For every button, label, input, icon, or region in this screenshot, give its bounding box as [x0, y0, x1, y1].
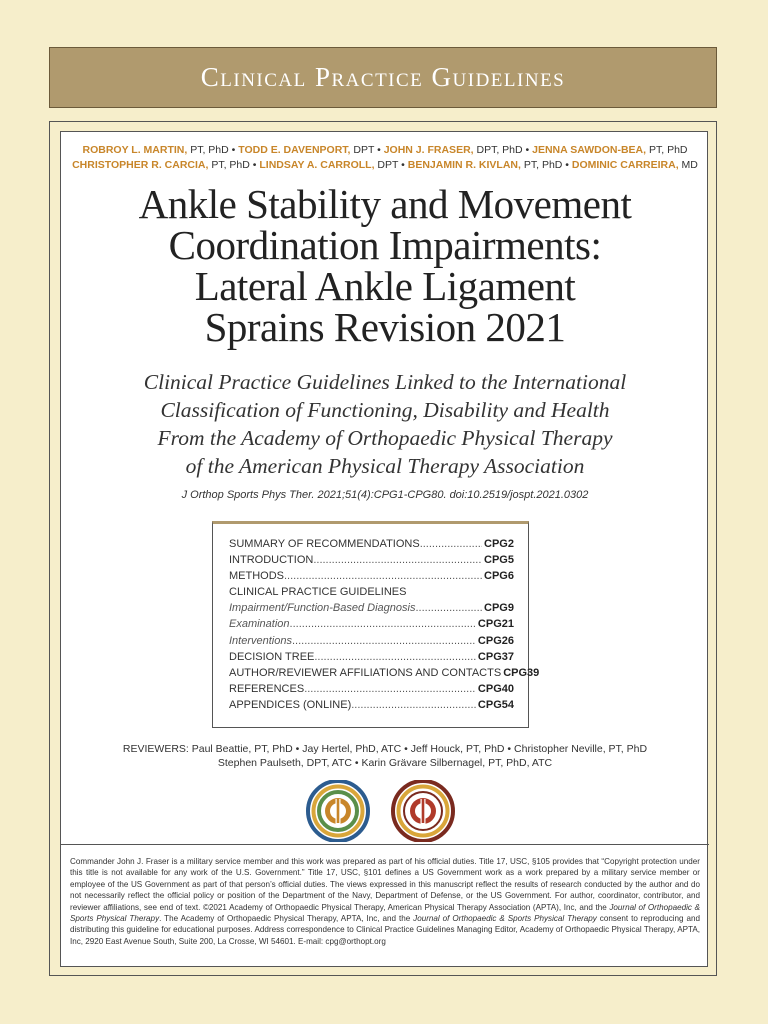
- document-subtitle: [61, 368, 709, 480]
- toc-leader: [314, 649, 476, 665]
- content-panel: [60, 131, 708, 967]
- author-list: [61, 143, 709, 172]
- title-line: Coordination Impairments:: [168, 222, 602, 268]
- banner-title: Clinical Practice Guidelines: [200, 62, 566, 92]
- author-name: CHRISTOPHER R. CARCIA,: [72, 158, 209, 171]
- author-credentials: PT, PhD •: [208, 158, 260, 171]
- author-line: [61, 158, 709, 173]
- toc-label: AUTHOR/REVIEWER AFFILIATIONS AND CONTACTS: [229, 666, 502, 679]
- toc-leader: [292, 633, 476, 649]
- author-credentials: DPT, PhD •: [473, 144, 533, 156]
- header-banner: [49, 47, 717, 108]
- journal-name: Journal of Orthopaedic & Sports Physical Therapy: [413, 914, 597, 924]
- toc-label: REFERENCES: [229, 682, 305, 695]
- table-of-contents: [212, 521, 540, 728]
- toc-entry: [229, 616, 514, 632]
- subtitle-line: From the Academy of Orthopaedic Physical Therapy: [157, 426, 613, 450]
- toc-page: CPG5: [484, 554, 514, 567]
- toc-page: CPG2: [484, 538, 514, 550]
- author-credentials: PT, PhD •: [520, 158, 572, 171]
- notice-text: Commander John J. Fraser is a military service member and this work was prepared as part of his official duties. Title 17, USC, §105 provides that “Copyright protection under this title is not available for any work of the U.S. Government.” Title 17, USC, §101 defines a US Government work as a work prepared by a military service member or employee of the US Government as part of that person’s official duties. The views expressed in this manuscript reflect the results of research conducted by the author and do not necessarily reflect the official policy or position of the Department of the Navy, Department of Defense, or the US Government. For author, coordinator, contributor, and reviewer affiliations, see end of text. ©2021 Academy of Orthopaedic Physical Therapy, American Physical Therapy Association (APTA), Inc, and the: [70, 857, 700, 912]
- toc-entry: [229, 665, 540, 681]
- reviewers: [61, 742, 709, 770]
- toc-page: CPG37: [477, 650, 514, 663]
- toc-entry: [229, 633, 514, 649]
- toc-entry: [229, 584, 514, 600]
- toc-label: Impairment/Function-Based Diagnosis: [229, 602, 416, 615]
- notice-text: consent to reproducing and distributing this guideline for educational purposes. Address correspondence to Clinical Practice Guidelines Managing Editor, Academy of Orthopaedic Physical Therapy, APTA, Inc, 2920 East Avenue South, Suite 200, La Crosse, WI 54601. E-mail: cpg@orthopt.org: [70, 914, 700, 946]
- author-name: DOMINIC CARREIRA,: [571, 158, 679, 171]
- toc-leader: [351, 697, 476, 713]
- toc-page: CPG39: [503, 666, 540, 679]
- author-name: JENNA SAWDON-BEA,: [532, 144, 647, 156]
- apta-academy-logo-icon: [393, 781, 453, 841]
- toc-label: INTRODUCTION: [229, 554, 314, 567]
- toc-page: CPG9: [484, 602, 514, 615]
- copyright-notice: [70, 856, 700, 947]
- toc-entry: [229, 568, 514, 584]
- toc-leader: [420, 536, 482, 552]
- toc-leader: [290, 616, 476, 632]
- toc-leader: [313, 552, 482, 568]
- title-line: Lateral Ankle Ligament: [194, 263, 576, 309]
- citation: J Orthop Sports Phys Ther. 2021;51(4):CPG1-CPG80. doi:10.2519/jospt.2021.0302: [181, 489, 589, 501]
- toc-page: CPG6: [484, 570, 514, 583]
- toc-label: SUMMARY OF RECOMMENDATIONS: [229, 538, 420, 550]
- journal-name: Journal of Orthopaedic & Sports Physical Therapy: [70, 902, 700, 924]
- author-name: JOHN J. FRASER,: [383, 144, 474, 156]
- toc-page: CPG54: [477, 698, 514, 711]
- toc-page: CPG26: [477, 634, 514, 647]
- toc-leader: [284, 568, 482, 584]
- author-credentials: MD: [678, 158, 698, 171]
- notice-text: . The Academy of Orthopaedic Physical Therapy, APTA, Inc, and the: [159, 914, 414, 924]
- author-credentials: DPT •: [374, 158, 408, 171]
- toc-page: CPG21: [477, 618, 514, 631]
- toc-entry: [229, 697, 514, 713]
- author-name: TODD E. DAVENPORT,: [238, 144, 351, 156]
- author-name: LINDSAY A. CARROLL,: [259, 158, 375, 171]
- author-credentials: DPT •: [350, 144, 384, 156]
- subtitle-line: of the American Physical Therapy Association: [185, 454, 585, 478]
- toc-leader: [304, 681, 476, 697]
- toc-label: Examination: [229, 618, 290, 631]
- title-line: Ankle Stability and Movement: [138, 181, 632, 227]
- toc-label: APPENDICES (ONLINE): [229, 698, 352, 711]
- toc-label: METHODS: [229, 570, 284, 583]
- author-credentials: PT, PhD •: [187, 144, 239, 156]
- toc-entry: [229, 552, 514, 568]
- toc-page: CPG40: [477, 682, 514, 695]
- toc-label: Interventions: [229, 634, 292, 647]
- toc-leader: [415, 600, 482, 616]
- author-credentials: PT, PhD: [646, 144, 688, 156]
- subtitle-line: Classification of Functioning, Disability and Health: [160, 398, 610, 422]
- reviewers-line: REVIEWERS: Paul Beattie, PT, PhD • Jay Hertel, PhD, ATC • Jeff Houck, PT, PhD • Christopher Neville, PT, PhD: [122, 743, 648, 755]
- author-name: BENJAMIN R. KIVLAN,: [407, 158, 521, 171]
- toc-entry: [229, 649, 514, 665]
- toc-entry: [229, 681, 514, 697]
- document-title: [61, 181, 709, 350]
- orthopaedic-academy-logo-icon: [308, 781, 368, 841]
- author-name: ROBROY L. MARTIN,: [82, 144, 188, 156]
- toc-label: DECISION TREE: [229, 650, 315, 663]
- academy-logos: [305, 780, 465, 842]
- toc-entry: [229, 600, 514, 616]
- footer-divider: [61, 844, 709, 845]
- subtitle-line: Clinical Practice Guidelines Linked to the International: [143, 370, 627, 394]
- toc-label: CLINICAL PRACTICE GUIDELINES: [229, 586, 407, 599]
- toc-entry: [229, 536, 514, 552]
- author-line: [61, 143, 709, 158]
- reviewers-line: Stephen Paulseth, DPT, ATC • Karin Grävare Silbernagel, PT, PhD, ATC: [217, 757, 553, 769]
- title-line: Sprains Revision 2021: [204, 304, 566, 350]
